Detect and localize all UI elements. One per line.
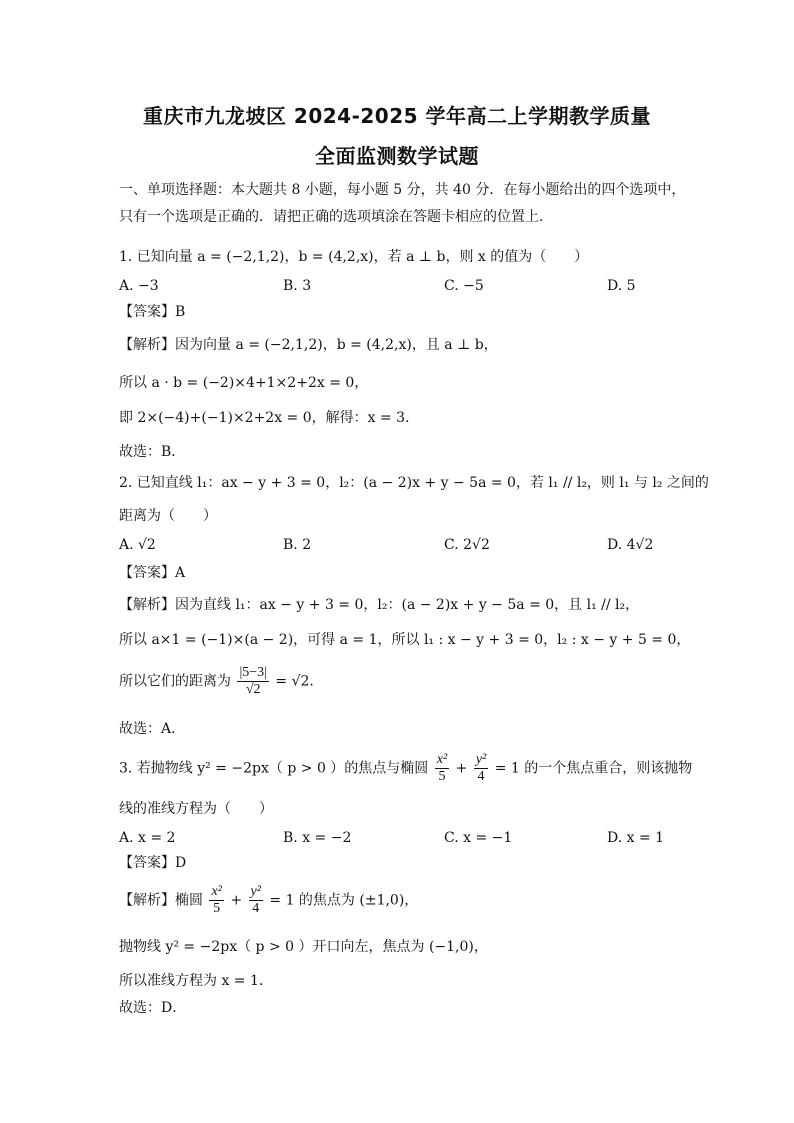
question-3-analysis-fraction-1-denominator: 5 — [213, 901, 221, 916]
section-instructions-line-2: 只有一个选项是正确的．请把正确的选项填涂在答题卡相应的位置上． — [119, 209, 553, 225]
question-3-stem-plus: + — [455, 760, 468, 777]
question-2-fraction-denominator: √2 — [245, 682, 261, 697]
question-1-option-d: D. 5 — [607, 278, 636, 294]
question-2-answer: 【答案】A — [119, 565, 186, 581]
question-2-stem-line-1: 2. 已知直线 l₁：ax − y + 3 = 0，l₂：(a − 2)x + y − 5a = 0，若 l₁ // l₂，则 l₁ 与 l₂ 之间的 — [119, 475, 709, 491]
question-3-stem-line-1 — [119, 752, 693, 792]
question-3-stem-part-a: 3. 若抛物线 y² = −2px（ p > 0 ）的焦点与椭圆 — [119, 760, 429, 777]
question-3-analysis-fraction-2 — [249, 884, 263, 917]
question-3-stem-fraction-2-numerator: y² — [475, 752, 487, 767]
question-3-stem-line-2: 线的准线方程为（ ） — [119, 801, 273, 817]
question-3-analysis-fraction-1 — [209, 884, 223, 917]
question-1-analysis-line-2: 所以 a · b = (−2)×4+1×2+2x = 0， — [119, 375, 369, 391]
document-title-line-2: 全面监测数学试题 — [315, 144, 479, 168]
question-2-option-d: D. 4√2 — [607, 537, 654, 553]
question-2-distance-fraction — [237, 665, 269, 698]
question-3-option-d: D. x = 1 — [607, 830, 665, 846]
question-3-analysis-fraction-1-numerator: x² — [211, 884, 222, 899]
question-1-answer: 【答案】B — [119, 304, 186, 320]
question-3-stem-part-b: = 1 的一个焦点重合，则该抛物 — [494, 760, 693, 777]
question-3-analysis-line-1 — [119, 884, 679, 924]
question-3-analysis-part-b: = 1 的焦点为 (±1,0)， — [269, 892, 419, 909]
question-1-analysis-line-3: 即 2×(−4)+(−1)×2+2x = 0，解得：x = 3． — [119, 410, 420, 426]
question-3-option-c: C. x = −1 — [444, 830, 513, 846]
question-2-stem-line-2: 距离为（ ） — [119, 508, 217, 524]
question-3-analysis-fraction-2-numerator: y² — [250, 884, 261, 899]
question-1-option-b: B. 3 — [283, 278, 312, 294]
question-2-fraction-numerator: |5−3| — [239, 665, 267, 680]
question-2-option-c: C. 2√2 — [444, 537, 490, 553]
question-1-option-a: A. −3 — [119, 278, 159, 294]
question-2-analysis-line-1: 【解析】因为直线 l₁：ax − y + 3 = 0，l₂：(a − 2)x + y − 5a = 0，且 l₁ // l₂， — [119, 597, 640, 613]
section-instructions-line-1: 一、单项选择题：本大题共 8 小题，每小题 5 分，共 40 分．在每小题给出的四个选项中， — [119, 182, 686, 198]
question-3-stem-fraction-1-denominator: 5 — [438, 769, 446, 784]
question-2-analysis-line-3 — [119, 665, 679, 705]
question-3-stem-fraction-1-numerator: x² — [436, 752, 448, 767]
question-1-stem: 1. 已知向量 a = (−2,1,2)，b = (4,2,x)，若 a ⊥ b，则 x 的值为（ ） — [119, 249, 589, 265]
question-3-option-b: B. x = −2 — [283, 830, 352, 846]
question-3-option-a: A. x = 2 — [119, 830, 176, 846]
question-1-option-c: C. −5 — [444, 278, 484, 294]
question-2-option-a: A. √2 — [119, 537, 156, 553]
question-1-analysis-line-4: 故选：B． — [119, 444, 186, 460]
question-2-distance-prefix: 所以它们的距离为 — [119, 673, 231, 690]
question-2-analysis-line-4: 故选：A． — [119, 721, 186, 737]
question-3-analysis-line-4: 故选：D． — [119, 1000, 187, 1016]
document-title-line-1: 重庆市九龙坡区 2024-2025 学年高二上学期教学质量 — [142, 104, 652, 128]
question-1-analysis-line-1: 【解析】因为向量 a = (−2,1,2)，b = (4,2,x)，且 a ⊥ b， — [119, 337, 498, 353]
question-2-option-b: B. 2 — [283, 537, 312, 553]
question-3-stem-fraction-2 — [474, 752, 488, 785]
question-3-answer: 【答案】D — [119, 855, 187, 871]
question-2-analysis-line-2: 所以 a×1 = (−1)×(a − 2)，可得 a = 1，所以 l₁ : x − y + 3 = 0，l₂ : x − y + 5 = 0， — [119, 632, 691, 648]
question-3-analysis-line-2: 抛物线 y² = −2px（ p > 0 ）开口向左，焦点为 (−1,0)， — [119, 939, 488, 955]
question-2-distance-result: = √2． — [275, 673, 324, 690]
question-3-stem-fraction-1 — [435, 752, 449, 785]
question-3-stem-fraction-2-denominator: 4 — [477, 769, 485, 784]
question-3-analysis-line-3: 所以准线方程为 x = 1． — [119, 973, 273, 989]
question-3-analysis-plus: + — [230, 892, 243, 909]
question-3-analysis-fraction-2-denominator: 4 — [252, 901, 260, 916]
question-3-analysis-part-a: 【解析】椭圆 — [119, 892, 203, 909]
